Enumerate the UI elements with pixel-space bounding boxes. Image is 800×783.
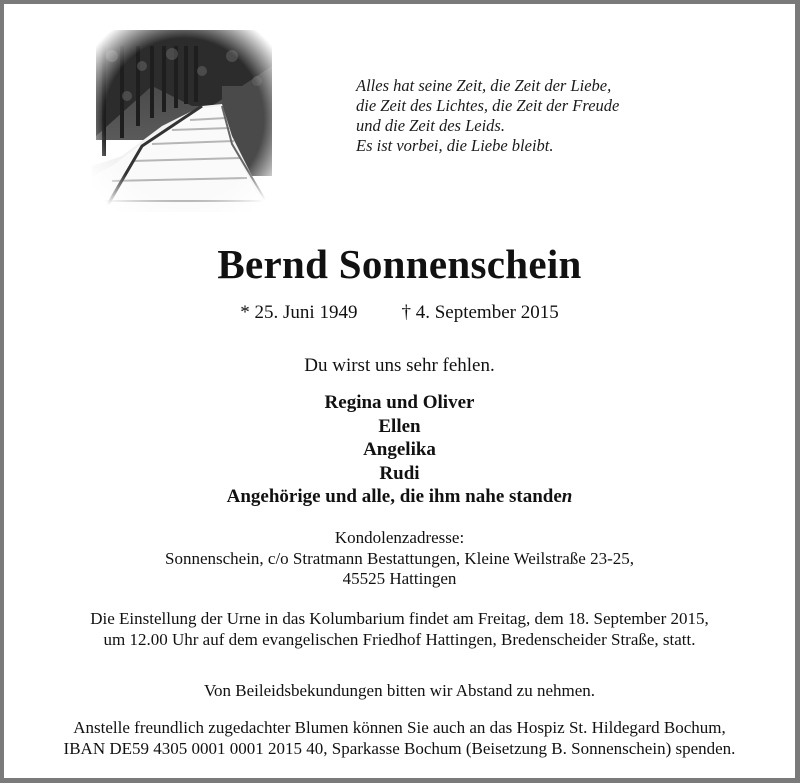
donation-line: IBAN DE59 4305 0001 0001 2015 40, Sparkasse Bochum (Beisetzung B. Sonnenschein) spenden. xyxy=(63,739,736,758)
condolence-label: Kondolenzadresse: xyxy=(334,528,465,547)
obituary-notice xyxy=(4,4,795,778)
farewell-message: Du wirst uns sehr fehlen. xyxy=(304,355,495,376)
donation-info xyxy=(4,717,795,759)
deceased-name: Bernd Sonnenschein xyxy=(217,241,582,287)
ceremony-line: um 12.00 Uhr auf dem evangelischen Friedhof Hattingen, Bredenscheider Straße, statt. xyxy=(103,630,696,649)
condolence-line: Sonnenschein, c/o Stratmann Bestattungen, Kleine Weilstraße 23-25, xyxy=(164,548,635,568)
poem-line: Alles hat seine Zeit, die Zeit der Liebe, xyxy=(356,76,612,95)
mourner: Regina und Oliver xyxy=(324,392,475,413)
death-date: † 4. September 2015 xyxy=(401,302,559,323)
life-dates xyxy=(4,302,795,324)
ceremony-info xyxy=(4,608,795,650)
poem-line: Es ist vorbei, die Liebe bleibt. xyxy=(356,136,554,155)
garden-path-icon xyxy=(92,26,276,212)
mourner: Rudi xyxy=(379,462,420,484)
birth-date: * 25. Juni 1949 xyxy=(240,302,358,323)
donation-line: Anstelle freundlich zugedachter Blumen können Sie auch an das Hospiz St. Hildegard Bochum, xyxy=(73,718,726,737)
no-condolences-note: Von Beileidsbekundungen bitten wir Abstand zu nehmen. xyxy=(203,681,596,700)
ceremony-line: Die Einstellung der Urne in das Kolumbarium findet am Freitag, dem 18. September 2015, xyxy=(90,609,709,628)
condolence-address xyxy=(4,528,795,590)
mourner: Ellen xyxy=(378,415,421,437)
mourners-list xyxy=(4,391,795,509)
condolence-line: 45525 Hattingen xyxy=(342,569,457,588)
mourner: Angelika xyxy=(363,439,436,460)
poem xyxy=(356,76,619,156)
garden-path-photo xyxy=(92,26,276,212)
mourners-closing-last-letter: n xyxy=(561,486,573,507)
poem-line: und die Zeit des Leids. xyxy=(356,116,505,135)
mourners-closing xyxy=(4,485,795,509)
poem-line: die Zeit des Lichtes, die Zeit der Freude xyxy=(356,96,620,115)
mourners-closing-text: Angehörige und alle, die ihm nahe stande xyxy=(226,486,562,507)
